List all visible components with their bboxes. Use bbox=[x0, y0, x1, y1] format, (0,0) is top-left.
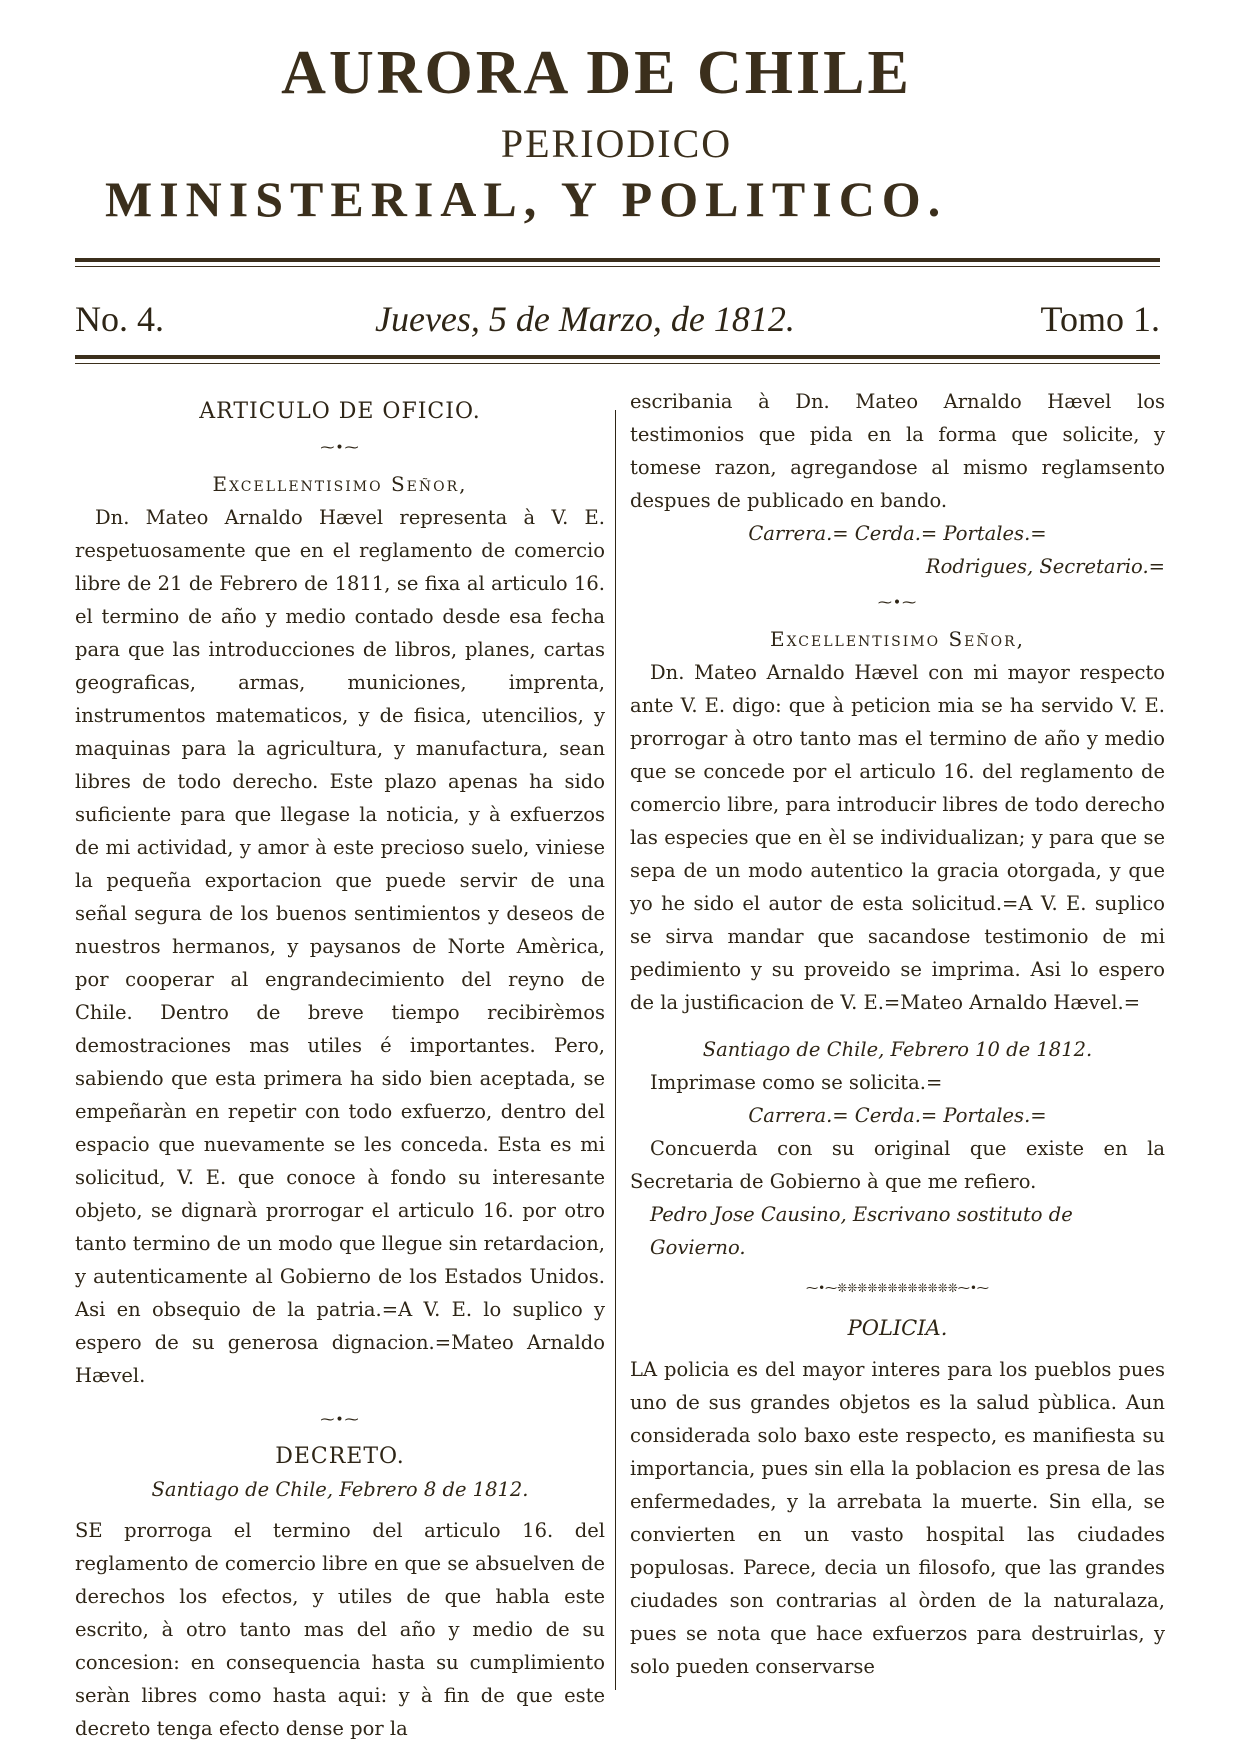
masthead-rule-bottom bbox=[75, 355, 1160, 359]
column-divider bbox=[615, 410, 616, 1690]
masthead-rule-top-thin bbox=[75, 266, 1160, 267]
newspaper-title: AURORA DE CHILE bbox=[281, 39, 912, 107]
petition-text: Dn. Mateo Arnaldo Hævel con mi mayor respecto ante V. E. digo: que à peticion mia se ha servido V. E. prorrogar à otro tanto mas el termino de año y medio que se concede por el articulo 16. del reglamento de comercio libre, para introducir libres de todo derecho las especies que en èl se individualizan; y para que se sepa de un modo autentico la gracia otorgada, y que yo he sido el autor de esta solicitud.=A V. E. suplico se sirva mandar que sacandose testimonio de mi pedimiento y su proveido se imprima. Asi lo espero de la justificacion de V. E.=Mateo Arnaldo Hævel.= bbox=[630, 661, 1165, 1014]
decree-dateline: Santiago de Chile, Febrero 8 de 1812. bbox=[151, 1478, 529, 1501]
issue-date: Jueves, 5 de Marzo, de 1812. bbox=[375, 299, 795, 339]
concordance-text: Concuerda con su original que existe en la Secretaria de Gobierno à que me refiero. bbox=[630, 1137, 1165, 1193]
signatures: Carrera.= Cerda.= Portales.= bbox=[748, 522, 1047, 545]
newspaper-subtitle-2: MINISTERIAL, Y POLITICO. bbox=[105, 171, 948, 227]
salutation: Excellentisimo Señor, bbox=[212, 472, 468, 496]
police-heading: POLICIA. bbox=[847, 1316, 948, 1340]
left-column bbox=[75, 395, 605, 1745]
right-column bbox=[630, 385, 1165, 1683]
ornament-divider: ⁓•⁓ bbox=[877, 595, 918, 611]
petition-text: Dn. Mateo Arnaldo Hævel representa à V. E. respetuosamente que en el reglamento de comercio libre de 21 de Febrero de 1811, se fixa al articulo 16. el termino de año y medio contado desde esa fecha para que las introducciones de libros, planes, cartas geograficas, armas, municiones, imprenta, instrumentos matematicos, y de fisica, utencilios, y maquinas para la agricultura, y manufactura, sean libres de todo derecho. Este plazo apenas ha sido suficiente para que llegase la noticia, y à exfuerzos de mi actividad, y amor à este precioso suelo, viniese la pequeña exportacion que puede servir de una señal segura de los buenos sentimientos y deseos de nuestros hermanos, y paysanos de Norte Amèrica, por cooperar al engrandecimiento del reyno de Chile. Dentro de breve tiempo recibirèmos demostraciones mas utiles é importantes. Pero, sabiendo que esta primera ha sido bien aceptada, se empeñaràn en repetir con todo exfuerzo, dentro del espacio que nuevamente se les conceda. Esta es mi solicitud, V. E. que conoce à fondo su interesante objeto, se dignarà prorrogar el articulo 16. por otro tanto termino de un modo que llegue sin retardacion, y autenticamente al Gobierno de los Estados Unidos. Asi en obsequio de la patria.=A V. E. lo suplico y espero de su generosa dignacion.=Mateo Arnaldo Hævel. bbox=[75, 506, 605, 1387]
secretary-signature: Rodrigues, Secretario.= bbox=[925, 555, 1165, 578]
article-heading: ARTICULO DE OFICIO. bbox=[199, 399, 481, 424]
issue-volume: Tomo 1. bbox=[1040, 299, 1160, 339]
ornament-divider: ⁓•⁓ bbox=[320, 1412, 360, 1428]
salutation: Excellentisimo Señor, bbox=[769, 627, 1026, 651]
continuation-text: escribania à Dn. Mateo Arnaldo Hævel los testimonios que pida en la forma que solicite, y tomese razon, agregandose al mismo reglamsento despues de publicado en bando. bbox=[630, 390, 1165, 512]
issue-number: No. 4. bbox=[75, 299, 164, 339]
newspaper-subtitle: PERIODICO bbox=[500, 121, 733, 166]
signatures: Carrera.= Cerda.= Portales.= bbox=[748, 1104, 1047, 1127]
decree-text: SE prorroga el termino del articulo 16. del reglamento de comercio libre en que se absuelven de derechos los efectos, y utiles de que habla este escrito, à otro tanto mas del año y medio de su concesion: en consequencia hasta su cumplimiento seràn libres como hasta aqui: y à fin de que este decreto tenga efecto dense por la bbox=[75, 1519, 605, 1740]
ornament-divider-long: ⁓•⁓❊❊❊❊❊❊❊❊❊❊❊❊⁓•⁓ bbox=[806, 1281, 989, 1295]
ornament-divider: ⁓•⁓ bbox=[320, 440, 360, 456]
notary-signature: Pedro Jose Causino, Escrivano sostituto de Govierno. bbox=[650, 1203, 1073, 1259]
decree-heading: DECRETO. bbox=[275, 1444, 405, 1469]
print-order: Imprimase como se solicita.= bbox=[650, 1071, 943, 1094]
issue-line bbox=[75, 298, 1160, 348]
dateline: Santiago de Chile, Febrero 10 de 1812. bbox=[702, 1038, 1093, 1061]
police-text: LA policia es del mayor interes para los pueblos pues uno de sus grandes objetos es la salud pùblica. Aun considerada solo baxo este respecto, es manifiesta su importancia, pues sin ella la poblacion es presa de las enfermedades, y la arrebata la muerte. Sin ella, se convierten en un vasto hospital las ciudades populosas. Parece, decia un filosofo, que las grandes ciudades son contrarias al òrden de la naturalaza, pues se nota que hace exfuerzos para destruirlas, y solo pueden conservarse bbox=[630, 1358, 1165, 1678]
masthead-rule-top bbox=[75, 258, 1160, 262]
masthead-rule-bottom-thin bbox=[75, 363, 1160, 364]
